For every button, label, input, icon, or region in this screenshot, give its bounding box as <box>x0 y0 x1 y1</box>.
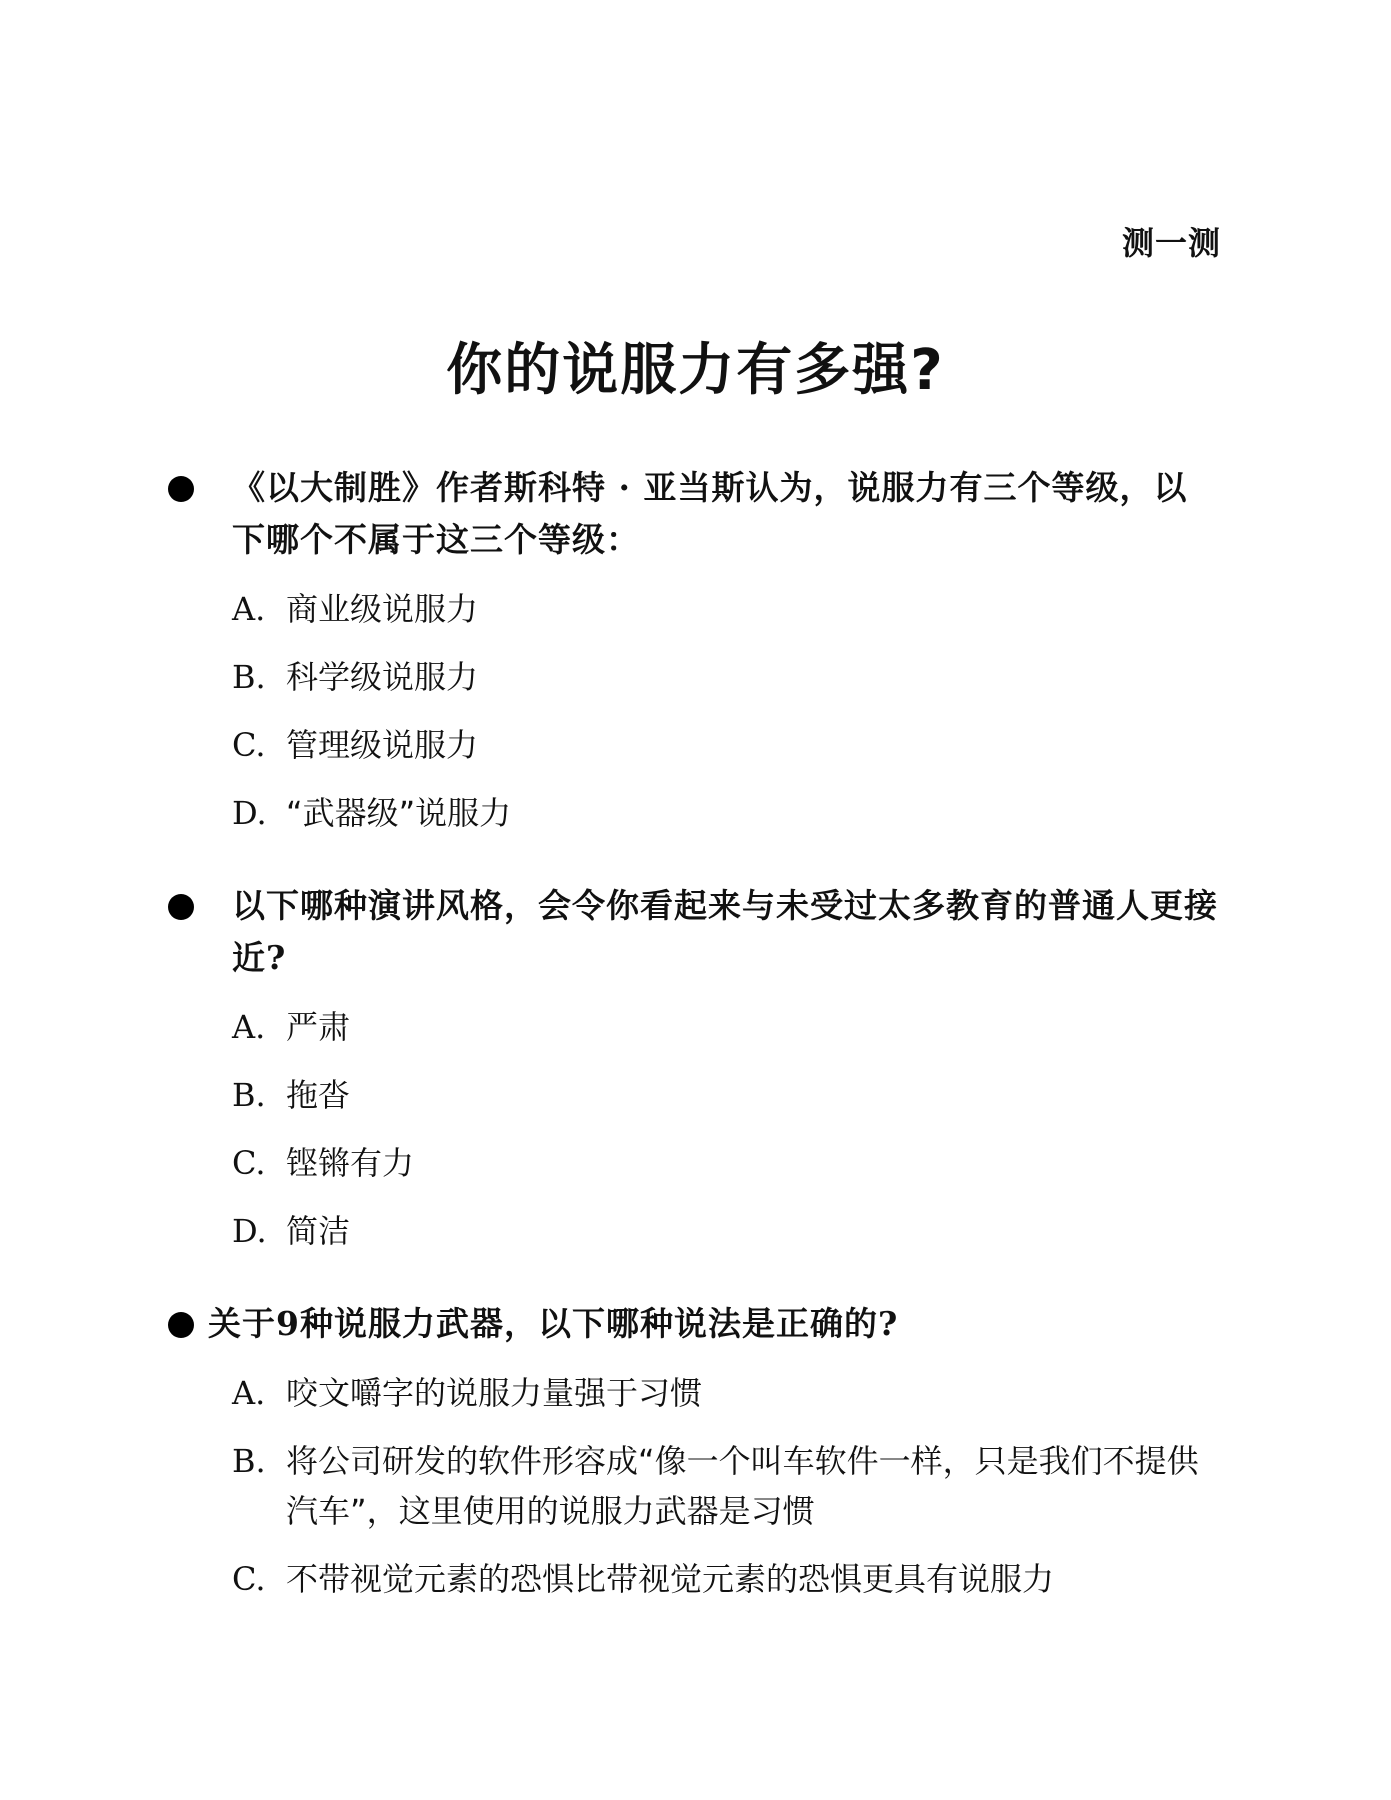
option-text: “武器级”说服力 <box>286 794 512 832</box>
question-2-text-block <box>160 880 1220 984</box>
question-1-options <box>160 584 1220 838</box>
bullet-icon <box>168 476 194 502</box>
option-key: B. <box>232 658 266 696</box>
option-c[interactable] <box>232 1554 1220 1604</box>
page-title: 你的说服力有多强? <box>446 338 945 403</box>
option-text: 商业级说服力 <box>286 590 479 628</box>
option-c[interactable] <box>232 1138 1220 1188</box>
question-text: 关于9种说服力武器，以下哪种说法是正确的? <box>208 1304 899 1343</box>
option-text: 铿锵有力 <box>286 1144 415 1182</box>
question-2-options <box>160 1002 1220 1256</box>
question-1-text-block <box>160 462 1220 566</box>
option-key: B. <box>232 1076 266 1114</box>
option-text: 简洁 <box>286 1212 351 1250</box>
option-key: B. <box>232 1442 266 1480</box>
option-b[interactable] <box>232 1070 1220 1120</box>
question-2 <box>160 880 1220 1274</box>
question-text: 以下哪种演讲风格，会令你看起来与未受过太多教育的普通人更接近? <box>232 886 1218 977</box>
option-text: 严肃 <box>286 1008 351 1046</box>
option-key: D. <box>232 1212 267 1250</box>
option-text: 科学级说服力 <box>286 658 479 696</box>
option-key: C. <box>232 1144 266 1182</box>
option-c[interactable] <box>232 720 1220 770</box>
section-label: 测一测 <box>1121 224 1221 262</box>
option-key: A. <box>232 1008 266 1046</box>
option-text: 咬文嚼字的说服力量强于习惯 <box>286 1374 703 1412</box>
question-text: 《以大制胜》作者斯科特 · 亚当斯认为，说服力有三个等级，以下哪个不属于这三个等级： <box>232 468 1188 559</box>
option-b[interactable] <box>232 1436 1220 1536</box>
question-3 <box>160 1298 1220 1622</box>
option-text: 不带视觉元素的恐惧比带视觉元素的恐惧更具有说服力 <box>286 1560 1055 1598</box>
option-key: D. <box>232 794 267 832</box>
option-a[interactable] <box>232 1368 1220 1418</box>
option-d[interactable] <box>232 788 1220 838</box>
bullet-icon <box>168 1312 194 1338</box>
option-key: C. <box>232 726 266 764</box>
option-d[interactable] <box>232 1206 1220 1256</box>
option-b[interactable] <box>232 652 1220 702</box>
option-text: 将公司研发的软件形容成“像一个叫车软件一样，只是我们不提供汽车”，这里使用的说服力武器是习惯 <box>286 1442 1199 1530</box>
option-key: C. <box>232 1560 266 1598</box>
question-3-text-block <box>160 1298 1220 1350</box>
option-key: A. <box>232 590 266 628</box>
option-key: A. <box>232 1374 266 1412</box>
option-a[interactable] <box>232 584 1220 634</box>
question-3-options <box>160 1368 1220 1604</box>
option-text: 管理级说服力 <box>286 726 479 764</box>
question-1 <box>160 462 1220 856</box>
option-a[interactable] <box>232 1002 1220 1052</box>
bullet-icon <box>168 894 194 920</box>
option-text: 拖沓 <box>286 1076 351 1114</box>
